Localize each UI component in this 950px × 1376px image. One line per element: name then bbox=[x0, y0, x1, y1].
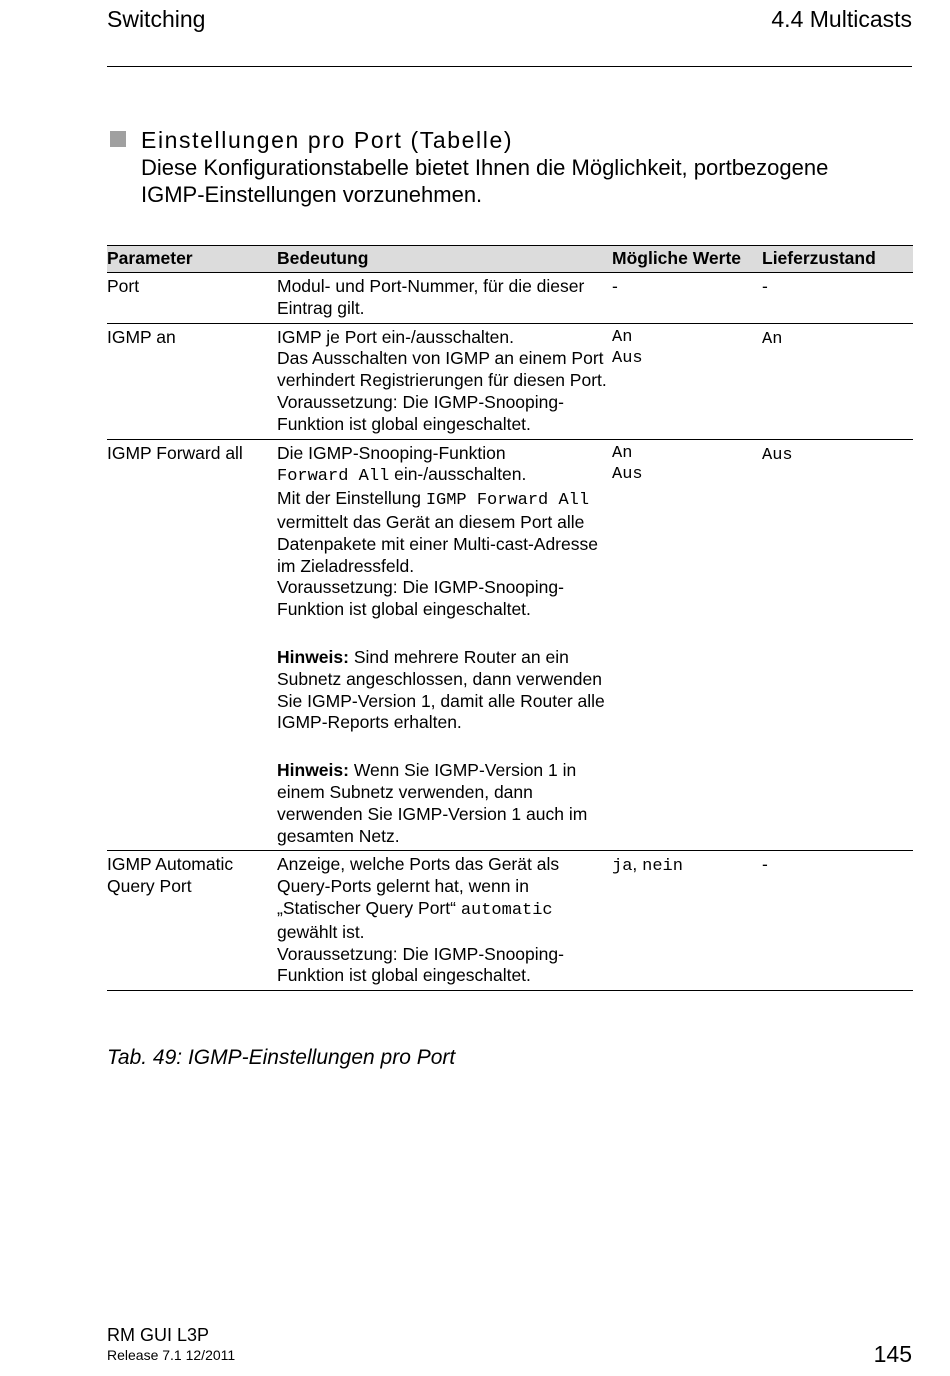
meaning-cell: IGMP je Port ein-/ausschalten. Das Ausschalten von IGMP an einem Port verhindert Registrierungen für diesen Port. Voraussetzung: Die IGMP-Snooping-Funktion ist global eingeschaltet. bbox=[277, 323, 612, 439]
table-caption: Tab. 49: IGMP-Einstellungen pro Port bbox=[107, 1046, 456, 1069]
note-paragraph: Hinweis: Wenn Sie IGMP-Version 1 in einem Subnetz verwenden, dann verwenden Sie IGMP-Version 1 auch im gesamten Netz. bbox=[277, 760, 588, 846]
default-cell: An bbox=[762, 323, 913, 439]
default-cell: - bbox=[762, 273, 913, 324]
header-chapter: Switching bbox=[107, 6, 206, 32]
table-header-row bbox=[107, 246, 913, 273]
section-description: Diese Konfigurationstabelle bietet Ihnen die Möglichkeit, portbezogene IGMP-Einstellungen vorzunehmen. bbox=[141, 155, 829, 207]
note-paragraph: Hinweis: Sind mehrere Router an ein Subnetz angeschlossen, dann verwenden Sie IGMP-Version 1, damit alle Router alle IGMP-Reports erhalten. bbox=[277, 646, 605, 733]
param-cell: Port bbox=[107, 273, 277, 324]
page-header bbox=[107, 6, 912, 36]
default-cell: - bbox=[762, 851, 913, 991]
values-cell: An Aus bbox=[612, 439, 762, 851]
meaning-cell: Die IGMP-Snooping-Funktion Forward All ein-/ausschalten. Mit der Einstellung IGMP Forward All vermittelt das Gerät an diesem Port alle Datenpakete mit einer Multi-cast-Adresse im Zieladressfeld. Voraussetzung: Die IGMP-Snooping-Funktion ist global eingeschaltet. Hinweis: Sind mehrere Router an ein Subnetz angeschlossen, dann verwenden Sie IGMP-Version 1, damit alle Router alle IGMP-Reports erhalten. Hinweis: Wenn Sie IGMP-Version 1 in einem Subnetz verwenden, dann verwenden Sie IGMP-Version 1 auch im gesamten Netz. bbox=[277, 439, 612, 851]
meaning-cell: Modul- und Port-Nummer, für die dieser Eintrag gilt. bbox=[277, 273, 612, 324]
section-block bbox=[107, 126, 917, 208]
default-cell: Aus bbox=[762, 439, 913, 851]
table-row bbox=[107, 851, 913, 991]
column-header-default: Lieferzustand bbox=[762, 246, 913, 273]
table-row bbox=[107, 439, 913, 851]
footer-release: Release 7.1 12/2011 bbox=[107, 1347, 236, 1363]
values-cell: An Aus bbox=[612, 323, 762, 439]
values-cell: - bbox=[612, 273, 762, 324]
values-cell: ja, nein bbox=[612, 851, 762, 991]
column-header-meaning: Bedeutung bbox=[277, 246, 612, 273]
param-cell: IGMP Automatic Query Port bbox=[107, 851, 277, 991]
section-title: Einstellungen pro Port (Tabelle) bbox=[107, 126, 917, 154]
param-cell: IGMP Forward all bbox=[107, 439, 277, 851]
header-divider bbox=[107, 66, 912, 67]
bullet-square-icon bbox=[110, 131, 126, 147]
meaning-cell: Anzeige, welche Ports das Gerät als Query-Ports gelernt hat, wenn in „Statischer Query Port“ automatic gewählt ist. Voraussetzung: Die IGMP-Snooping-Funktion ist global eingeschaltet. bbox=[277, 851, 612, 991]
table-row bbox=[107, 323, 913, 439]
param-cell: IGMP an bbox=[107, 323, 277, 439]
column-header-parameter: Parameter bbox=[107, 246, 277, 273]
column-header-values: Mögliche Werte bbox=[612, 246, 762, 273]
parameter-table bbox=[107, 245, 913, 991]
footer-document: RM GUI L3P bbox=[107, 1325, 210, 1345]
page-number: 145 bbox=[873, 1341, 912, 1367]
header-section: 4.4 Multicasts bbox=[771, 6, 912, 32]
table-row bbox=[107, 273, 913, 324]
